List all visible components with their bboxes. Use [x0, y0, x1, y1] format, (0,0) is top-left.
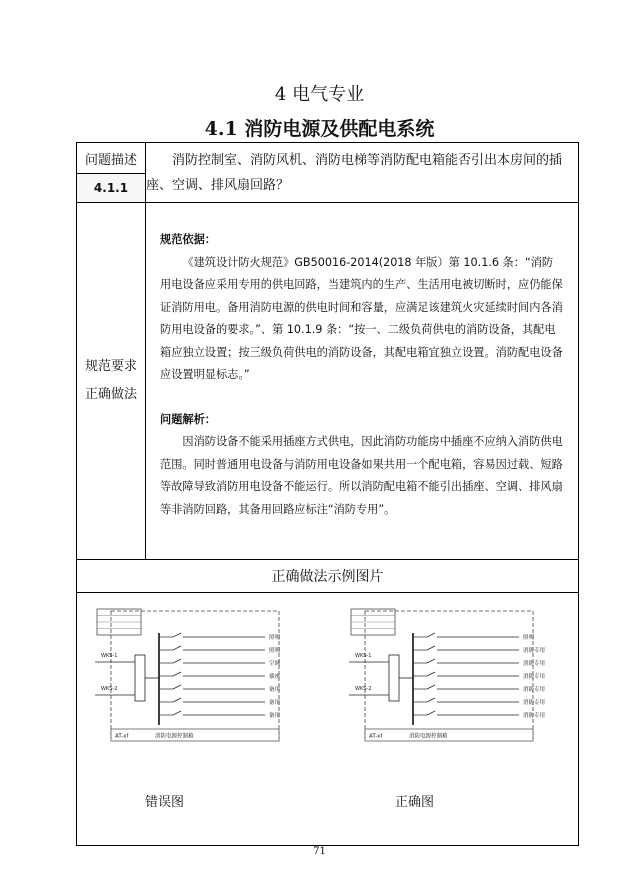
analysis-text: 因消防设备不能采用插座方式供电，因此消防功能房中插座不应纳入消防供电范围。同时普通用电设备与消防用电设备如果共用一个配电箱，容易因过载、短路等故障导致消防用电设备不能运行。所以消防配电箱不能引出插座、空调、排风扇等非消防回路，其备用回路应标注“消防专用”。 — [160, 435, 563, 516]
basis-text: 《建筑设计防火规范》GB50016-2014(2018 年版）第 10.1.6 条：“消防用电设备应采用专用的供电回路，当建筑内的生产、生活用电被切断时，应仍能保证消防用电。备用消防电源的供电时间和容量，应满足该建筑火灾延续时间内各消防用电设备的要求。”、第 10.1.9 条：“按一、二级负荷供电的消防设备，其配电箱应独立设置；按三级负荷供电的消防设备，其配电箱宜独立设置。消防配电设备应设置明显标志。” — [160, 255, 563, 381]
breaker-contact — [173, 646, 181, 650]
box-name: AT-xf — [115, 733, 129, 740]
box-name: AT-xf — [369, 733, 383, 740]
issue-table — [76, 142, 579, 846]
feed-label-1: WKS-1 — [101, 653, 118, 659]
problem-number: 4.1.1 — [77, 174, 146, 203]
box-outline — [111, 611, 279, 739]
breaker-contact — [427, 659, 435, 663]
load-label: 消防专用 — [523, 700, 546, 706]
right-caption: 正确图 — [395, 795, 435, 810]
ats-switch — [135, 655, 145, 701]
analysis-title: 问题解析： — [160, 412, 216, 426]
load-label: 备用 — [269, 713, 281, 719]
requirement-label-line-1: 规范要求 — [84, 359, 137, 374]
load-label: 消防专用 — [523, 713, 546, 719]
breaker-contact — [173, 672, 181, 676]
chapter-title: 4 电气专业 — [274, 84, 365, 105]
schematic-svg — [349, 607, 567, 747]
problem-description — [146, 143, 579, 203]
breaker-contact — [173, 685, 181, 689]
section-title: 4.1 消防电源及供配电系统 — [204, 118, 435, 140]
feed-label-2: WKS-2 — [355, 686, 372, 692]
pictures-title: 正确做法示例图片 — [77, 560, 579, 593]
problem-label: 问题描述 — [77, 143, 146, 174]
feed-label-2: WKS-2 — [101, 686, 118, 692]
requirement-label-line-2: 正确做法 — [84, 387, 137, 402]
breaker-contact — [173, 698, 181, 702]
breaker-contact — [427, 711, 435, 715]
load-label: 照明 — [269, 648, 281, 654]
load-label: 消防专用 — [523, 661, 546, 667]
breaker-contact — [427, 633, 435, 637]
requirement-label — [77, 203, 146, 560]
breaker-contact — [427, 698, 435, 702]
box-note: 消防电源控制箱 — [155, 733, 194, 740]
problem-text: 消防控制室、消防风机、消防电梯等消防配电箱能否引出本房间的插座、空调、排风扇回路？ — [146, 152, 563, 193]
breaker-contact — [427, 685, 435, 689]
page-number: 71 — [313, 846, 326, 857]
box-note: 消防电源控制箱 — [409, 733, 448, 740]
breaker-contact — [173, 711, 181, 715]
breaker-contact — [427, 672, 435, 676]
example-pictures — [77, 593, 579, 846]
load-label: 消防专用 — [523, 674, 546, 680]
basis-title: 规范依据： — [160, 233, 216, 246]
ats-switch — [389, 655, 399, 701]
load-label: 备用 — [269, 687, 281, 693]
right-diagram — [349, 607, 567, 751]
load-label: 插座 — [269, 674, 281, 680]
load-label: 空调 — [269, 661, 281, 667]
load-label: 照明 — [269, 635, 281, 641]
name-bar — [365, 729, 533, 741]
feed-label-1: WKS-1 — [355, 653, 372, 659]
load-label: 消防专用 — [523, 687, 546, 693]
breaker-contact — [173, 659, 181, 663]
breaker-contact — [427, 646, 435, 650]
name-bar — [111, 729, 279, 741]
box-outline — [365, 611, 533, 739]
load-label: 备用 — [269, 700, 281, 706]
requirement-body — [146, 203, 579, 560]
wrong-diagram — [95, 607, 313, 751]
schematic-svg — [95, 607, 313, 747]
wrong-caption: 错误图 — [145, 795, 185, 810]
load-label: 照明 — [523, 635, 535, 641]
load-label: 消防专用 — [523, 648, 546, 654]
breaker-contact — [173, 633, 181, 637]
